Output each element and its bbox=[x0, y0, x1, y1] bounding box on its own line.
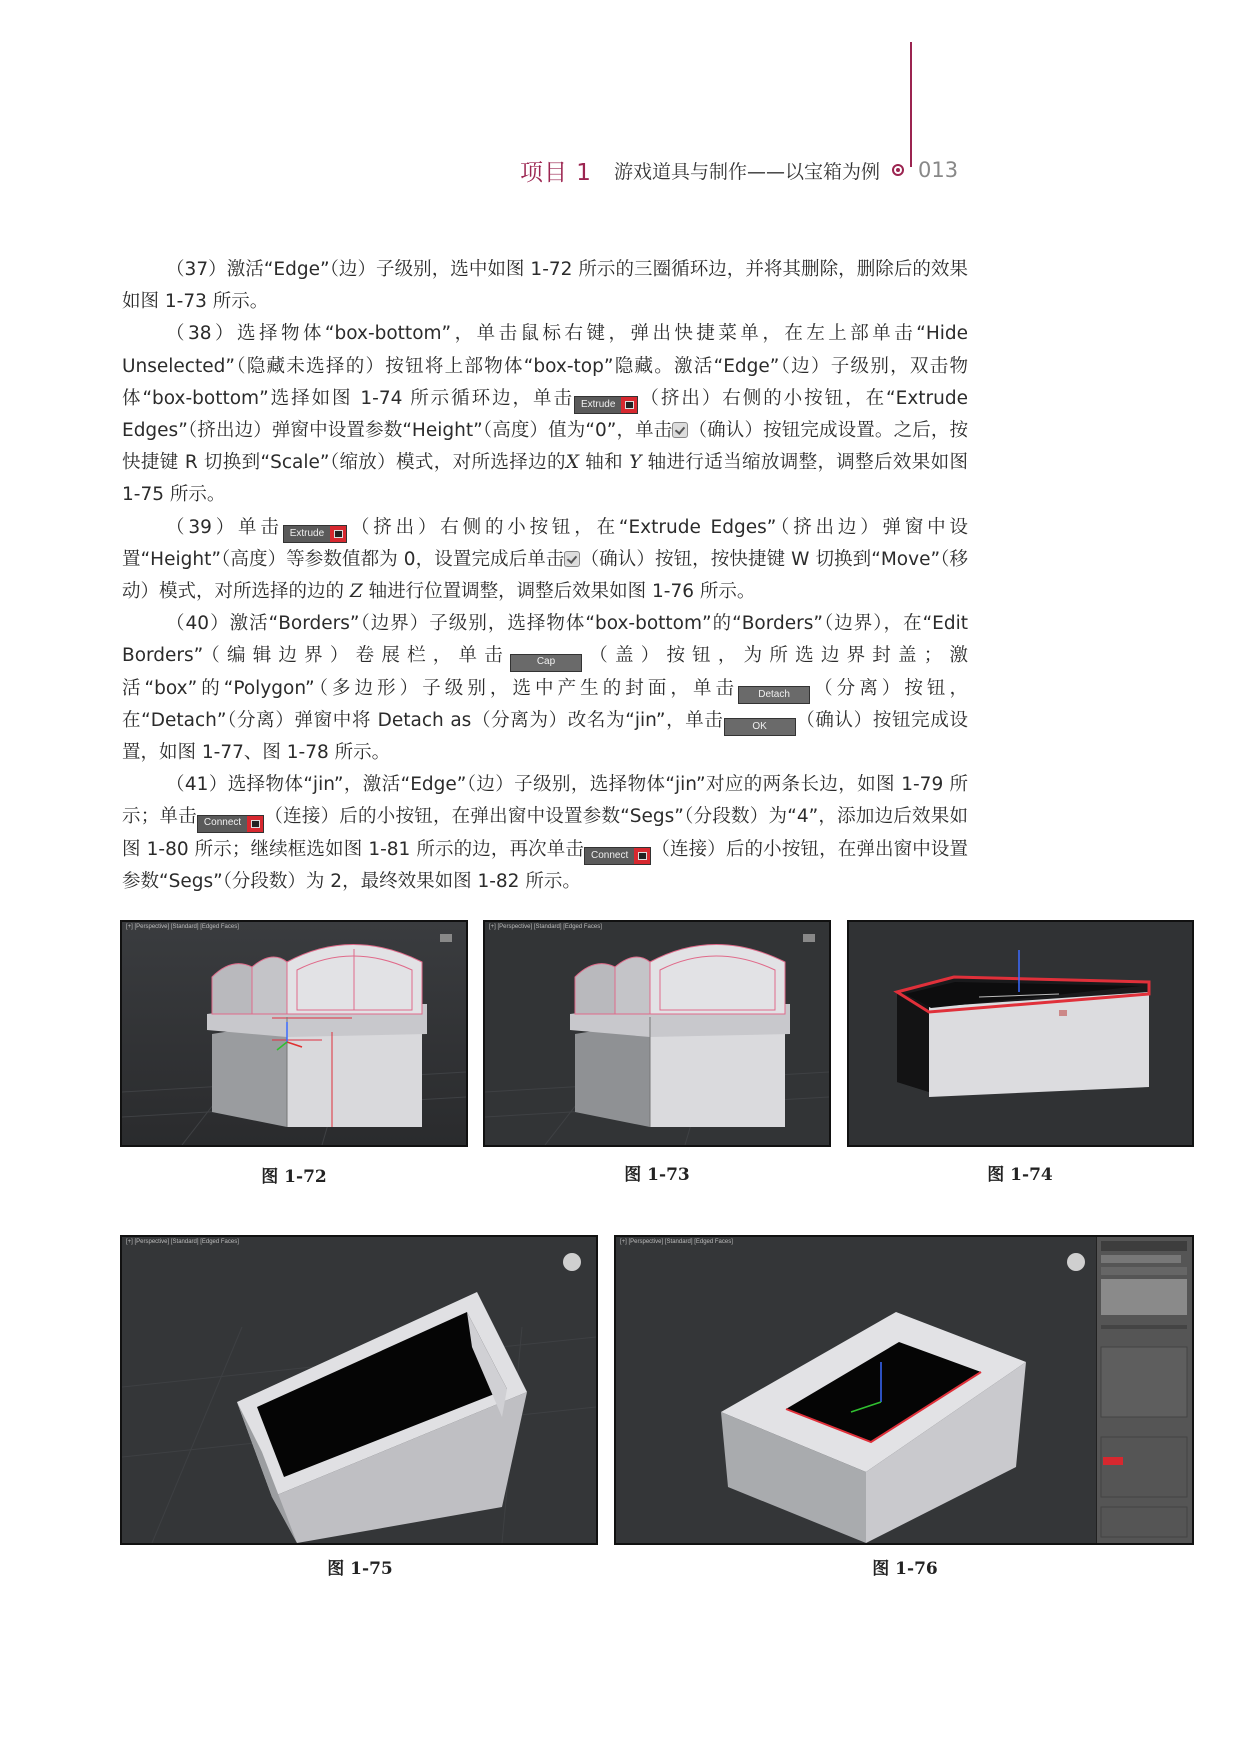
figure-1-75-caption: 图 1-75 bbox=[327, 1559, 393, 1579]
viewport-label: [+] [Perspective] [Standard] [Edged Faces] bbox=[126, 1239, 239, 1245]
figure-1-72-viewport bbox=[120, 920, 468, 1147]
viewcube-icon bbox=[1067, 1253, 1085, 1271]
p38-text-b: （挤出）右侧的小按钮，在“Extrude Edges”（挤出边）弹窗中设置参数“Height”（高度）值为“0”，单击 bbox=[122, 387, 968, 442]
p41-text-a: （41）选择物体“jin”，激活“Edge”（边）子级别，选择物体“jin”对应的两条长边，如图 1-79 所示；单击 bbox=[122, 774, 968, 828]
cap-button bbox=[510, 654, 582, 672]
figure-1-73-caption: 图 1-73 bbox=[624, 1165, 690, 1185]
viewcube-icon bbox=[563, 1253, 581, 1271]
settings-square-icon bbox=[621, 397, 637, 413]
p40-text-a: （40）激活“Borders”（边界）子级别，选择物体“box-bottom”的“Borders”（边界），在“Edit Borders”（编辑边界）卷展栏，单击 bbox=[122, 613, 968, 667]
command-panel bbox=[1096, 1237, 1192, 1543]
paragraph-41 bbox=[122, 769, 968, 898]
detach-label: Detach bbox=[758, 688, 790, 700]
chest-model-illustration bbox=[485, 922, 829, 1145]
p40-text-c: （分离）按钮，在“Detach”（分离）弹窗中将 Detach as（分离为）改名为“jin”，单击 bbox=[122, 677, 968, 731]
p40-text-b: （盖）按钮，为所选边界封盖；激活“box”的“Polygon”（多边形）子级别，选中产生的封面，单击 bbox=[122, 645, 968, 699]
p41-text-b: （连接）后的小按钮，在弹出窗中设置参数“Segs”（分段数）为“4”，添加边后效果如图 1-80 所示；继续框选如图 1-81 所示的边，再次单击 bbox=[122, 806, 968, 860]
connect-button bbox=[584, 847, 651, 865]
axis-z: Z bbox=[349, 581, 363, 603]
p38-text-e: 轴进行适当缩放调整，调整后效果如图 1-75 所示。 bbox=[122, 452, 968, 506]
viewport-label: [+] [Perspective] [Standard] [Edged Faces] bbox=[126, 924, 239, 930]
axis-y: Y bbox=[629, 452, 642, 474]
connect-button bbox=[197, 815, 264, 833]
detach-button bbox=[738, 686, 810, 704]
p40-text-d: （确认）按钮完成设置，如图 1-77、图 1-78 所示。 bbox=[122, 709, 968, 764]
cap-label: Cap bbox=[536, 656, 556, 668]
extrude-button bbox=[574, 396, 638, 414]
p38-text-a: （38）选择物体“box-bottom”，单击鼠标右键，弹出快捷菜单，在左上部单击“Hide Unselected”（隐藏未选择的）按钮将上部物体“box-top”隐藏。激活“Edge”（边）子级别，双击物体“box-bottom”选择如图 1-74 所示循环边，单击 bbox=[122, 323, 968, 409]
paragraph-39 bbox=[122, 512, 968, 609]
figure-1-76-caption: 图 1-76 bbox=[872, 1559, 938, 1579]
header-project: 项目 1 bbox=[520, 159, 592, 186]
figure-1-75-viewport bbox=[120, 1235, 598, 1545]
figure-1-74-caption: 图 1-74 bbox=[987, 1165, 1053, 1185]
header-title: 游戏道具与制作——以宝箱为例 bbox=[613, 160, 880, 183]
confirm-check-icon bbox=[672, 422, 688, 438]
ok-button bbox=[724, 718, 796, 736]
viewport-label: [+] [Perspective] [Standard] [Edged Faces] bbox=[489, 924, 602, 930]
ok-label: OK bbox=[752, 720, 767, 732]
p38-text-c: （确认）按钮完成设置。之后，按快捷键 R 切换到“Scale”（缩放）模式，对所选择边的 bbox=[122, 420, 968, 474]
p41-text-c: （连接）后的小按钮，在弹出窗中设置参数“Segs”（分段数）为 2，最终效果如图 1-82 所示。 bbox=[122, 838, 968, 892]
settings-square-icon bbox=[247, 816, 263, 832]
page-number: 013 bbox=[917, 158, 959, 182]
box-bottom-illustration bbox=[849, 922, 1192, 1145]
figure-1-74-viewport bbox=[847, 920, 1194, 1147]
command-panel-illustration bbox=[1097, 1237, 1191, 1543]
p39-text-c: （确认）按钮，按快捷键 W 切换到“Move”（移动）模式，对所选择的边的 bbox=[122, 548, 968, 603]
p39-text-a: （39）单击 bbox=[166, 516, 283, 538]
header-dot-icon bbox=[892, 164, 904, 176]
body-text bbox=[122, 254, 968, 898]
extrude-label: Extrude bbox=[580, 398, 616, 410]
paragraph-38 bbox=[122, 318, 968, 511]
paragraph-37 bbox=[122, 254, 968, 318]
header-rule bbox=[910, 42, 912, 167]
axis-x: X bbox=[565, 452, 579, 474]
figure-1-72-caption: 图 1-72 bbox=[261, 1167, 327, 1187]
settings-square-icon bbox=[330, 526, 346, 542]
viewport-label: [+] [Perspective] [Standard] [Edged Faces] bbox=[620, 1239, 733, 1245]
extrude-button bbox=[283, 525, 347, 543]
figure-1-76-viewport bbox=[614, 1235, 1194, 1545]
box-bottom-illustration bbox=[122, 1237, 596, 1543]
figure-1-73-viewport bbox=[483, 920, 831, 1147]
p39-text-d: 轴进行位置调整，调整后效果如图 1-76 所示。 bbox=[362, 581, 756, 603]
page-header bbox=[520, 152, 980, 188]
connect-label: Connect bbox=[203, 817, 242, 829]
p37-text: （37）激活“Edge”（边）子级别，选中如图 1-72 所示的三圈循环边，并将其删除，删除后的效果如图 1-73 所示。 bbox=[122, 259, 968, 313]
settings-square-icon bbox=[634, 848, 650, 864]
paragraph-40 bbox=[122, 608, 968, 769]
p38-text-d: 轴和 bbox=[578, 452, 630, 474]
extrude-label: Extrude bbox=[289, 527, 325, 539]
confirm-check-icon bbox=[564, 551, 580, 567]
chest-model-illustration bbox=[122, 922, 466, 1145]
p39-text-b: （挤出）右侧的小按钮，在“Extrude Edges”（挤出边）弹窗中设置“Height”（高度）等参数值都为 0，设置完成后单击 bbox=[122, 516, 969, 570]
connect-label: Connect bbox=[591, 849, 629, 861]
